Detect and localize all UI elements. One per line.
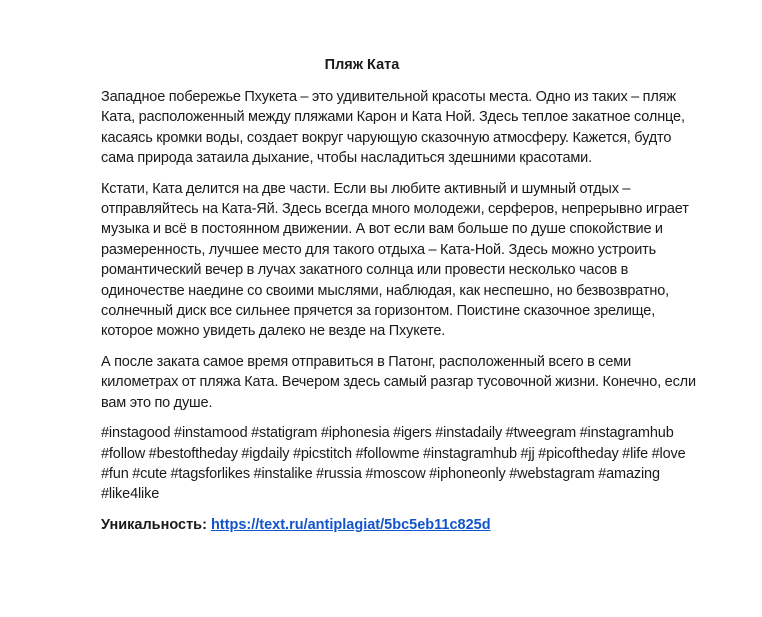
document-title: Пляж Ката	[324, 57, 400, 73]
text-line: А после заката самое время отправиться в Патонг, расположенный всего в семи	[101, 353, 632, 370]
paragraph-intro	[101, 87, 741, 169]
text-line: вам это по душе.	[101, 394, 213, 411]
text-line: Ката, расположенный между пляжами Карон и Ката Ной. Здесь теплое закатное солнце,	[101, 109, 685, 126]
paragraph-patong	[101, 352, 741, 413]
text-line: сама природа затаила дыхание, чтобы насладиться здешними красотами.	[101, 150, 593, 167]
hashtag-line: #follow #bestoftheday #igdaily #picstitch #followme #instagramhub #jj #picoftheday #life #love	[101, 445, 686, 462]
text-line: Кстати, Ката делится на две части. Если вы любите активный и шумный отдых –	[101, 180, 631, 197]
text-line: одиночестве наедине со своими мыслями, наблюдая, как неспешно, но безвозвратно,	[101, 282, 670, 299]
paragraph-two-parts	[101, 179, 741, 342]
text-line: Западное побережье Пхукета – это удивительной красоты места. Одно из таких – пляж	[101, 89, 676, 105]
uniqueness-label: Уникальность:	[101, 516, 207, 533]
document-page	[101, 56, 741, 535]
text-line: километрах от пляжа Ката. Вечером здесь самый разгар тусовочной жизни. Конечно, если	[101, 374, 696, 391]
text-line: отправляйтесь на Ката-Яй. Здесь всегда много молодежи, серферов, непрерывно играет	[101, 201, 689, 218]
text-line: размеренность, лучшее место для такого отдыха – Ката-Ной. Здесь можно устроить	[101, 241, 657, 258]
text-line: романтический вечер в лучах закатного солнца или провести несколько часов в	[101, 262, 629, 279]
text-line: касаясь кромки воды, создает вокруг чарующую сказочную атмосферу. Кажется, будто	[101, 129, 672, 146]
paragraph-hashtags	[101, 423, 741, 505]
hashtag-line: #fun #cute #tagsforlikes #instalike #russia #moscow #iphoneonly #webstagram #amazing	[101, 465, 660, 482]
text-line: музыка и всё в постоянном движении. А вот если вам больше по душе спокойствие и	[101, 221, 663, 238]
text-line: которое можно увидеть далеко не везде на Пхукете.	[101, 323, 446, 340]
text-line: солнечный диск все сильнее прячется за горизонтом. Поистине сказочное зрелище,	[101, 303, 656, 320]
uniqueness-footer	[101, 515, 741, 535]
hashtag-line: #like4like	[101, 486, 160, 503]
antiplagiat-link[interactable]: https://text.ru/antiplagiat/5bc5eb11c825d	[210, 516, 491, 533]
hashtag-line: #instagood #instamood #statigram #iphonesia #igers #instadaily #tweegram #instagramhub	[101, 425, 674, 442]
